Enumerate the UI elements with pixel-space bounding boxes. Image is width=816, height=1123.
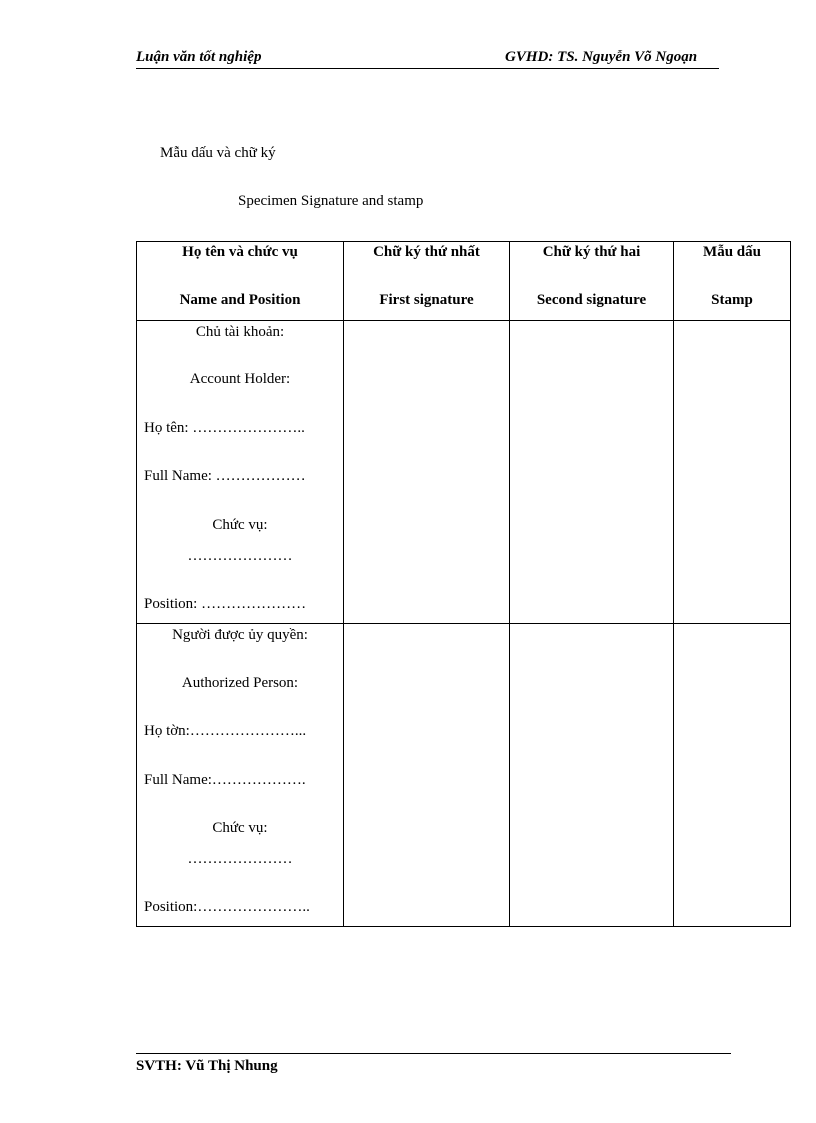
cell-line: Họ tên: …………………..	[144, 420, 305, 436]
header-en: Stamp	[711, 292, 753, 308]
cell-line: Full Name: ………………	[144, 468, 306, 484]
column-header-stamp	[674, 242, 791, 321]
first-signature-cell	[344, 321, 510, 624]
header-en: Name and Position	[179, 292, 301, 308]
name-position-cell	[137, 321, 344, 624]
cell-line: Position:…………………..	[144, 899, 310, 915]
header-en: First signature	[379, 292, 474, 308]
stamp-cell	[674, 321, 791, 624]
cell-line: Authorized Person:	[181, 675, 299, 691]
cell-line: Position: …………………	[144, 596, 307, 612]
first-signature-cell	[344, 624, 510, 927]
footer-student: SVTH: Vũ Thị Nhung	[136, 1058, 278, 1074]
table-row-account-holder	[137, 321, 791, 624]
header-thesis-title: Luận văn tốt nghiệp	[136, 49, 262, 65]
header-vi: Mẫu dấu	[703, 244, 761, 260]
cell-line: Chức vụ:	[212, 517, 268, 533]
signature-table	[136, 241, 791, 927]
header-vi: Chữ ký thứ nhất	[373, 244, 480, 260]
second-signature-cell	[510, 321, 674, 624]
table-header-row	[137, 242, 791, 321]
cell-line: Full Name:……………….	[144, 772, 306, 788]
header-vi: Chữ ký thứ hai	[542, 244, 641, 260]
header-vi: Họ tên và chức vụ	[182, 244, 298, 260]
header-divider	[136, 68, 719, 69]
second-signature-cell	[510, 624, 674, 927]
column-header-second-signature	[510, 242, 674, 321]
column-header-name-position	[137, 242, 344, 321]
name-position-cell	[137, 624, 344, 927]
cell-line: Account Holder:	[189, 371, 291, 387]
header-en: Second signature	[536, 292, 647, 308]
column-header-first-signature	[344, 242, 510, 321]
table-row-authorized-person	[137, 624, 791, 927]
title-english: Specimen Signature and stamp	[238, 193, 424, 209]
cell-line: Chủ tài khoản:	[195, 324, 285, 340]
cell-line: …………………	[187, 851, 293, 867]
cell-line: Người được ủy quyền:	[172, 627, 308, 643]
header-advisor: GVHD: TS. Nguyễn Võ Ngoạn	[505, 49, 698, 65]
title-vietnamese: Mẫu dấu và chữ ký	[160, 145, 276, 161]
footer-divider	[136, 1053, 731, 1054]
cell-line: Họ tờn:…………………...	[144, 723, 307, 739]
stamp-cell	[674, 624, 791, 927]
cell-line: Chức vụ:	[212, 820, 268, 836]
cell-line: …………………	[187, 548, 293, 564]
